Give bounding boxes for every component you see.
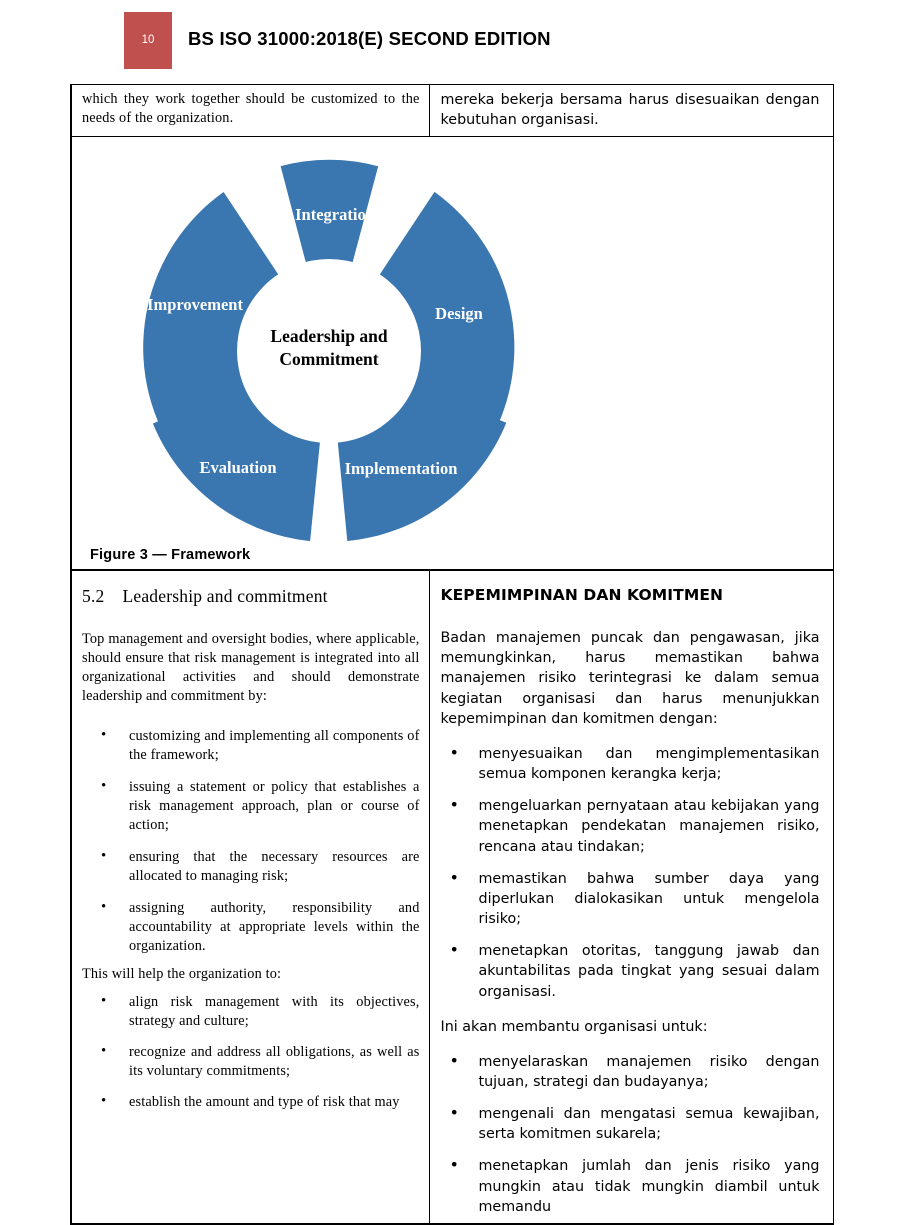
- page-header: [0, 0, 901, 78]
- donut-center-label-line1: Leadership and: [270, 326, 388, 347]
- cell-continuation-indonesian: [429, 85, 833, 137]
- continuation-text-english: which they work together should be customized to the needs of the organization.: [82, 91, 420, 126]
- list-item: • mengeluarkan pernyataan atau kebijakan yang menetapkan pendekatan manajemen risiko, rencana atau tindakan;: [441, 796, 820, 856]
- list-item: • menyelaraskan manajemen risiko dengan tujuan, strategi dan budayanya;: [441, 1052, 820, 1092]
- table-row-content: [71, 570, 833, 1224]
- list-item: • customizing and implementing all components of the framework;: [82, 727, 420, 765]
- table-row-continuation: [71, 85, 833, 137]
- bullet-list-indonesian-1: [441, 744, 820, 1002]
- list-item: • mengenali dan mengatasi semua kewajiban, serta komitmen sukarela;: [441, 1104, 820, 1144]
- bullet-list-english-1: [82, 727, 420, 956]
- donut-label-design: Design: [435, 304, 483, 324]
- section-heading-indonesian: KEPEMIMPINAN DAN KOMITMEN: [440, 586, 724, 605]
- cell-content-indonesian: [429, 570, 833, 1224]
- donut-label-implementation: Implementation: [344, 459, 458, 479]
- list-item: • menetapkan otoritas, tanggung jawab dan akuntabilitas pada tingkat yang sesuai dalam organisasi.: [441, 941, 820, 1001]
- page-number-badge: [124, 12, 172, 69]
- list-item: • align risk management with its objectives, strategy and culture;: [82, 993, 420, 1031]
- list-item: • menetapkan jumlah dan jenis risiko yang mungkin atau tidak mungkin diambil untuk memandu: [441, 1156, 820, 1216]
- figure-caption: Figure 3 — Framework: [90, 547, 251, 564]
- document-title: BS ISO 31000:2018(E) SECOND EDITION: [188, 28, 551, 49]
- bilingual-document-table: [70, 84, 834, 1225]
- paragraph-indonesian-1: Badan manajemen puncak dan pengawasan, jika memungkinkan, harus memastikan bahwa manajemen risiko terintegrasi ke dalam semua kegiatan organisasi dan harus menunjukkan kepemimpinan dan komitmen dengan:: [440, 630, 820, 727]
- page-number: 10: [141, 33, 155, 46]
- section-number: 5.2: [82, 586, 105, 607]
- donut-center-label-line2: Commitment: [279, 349, 379, 370]
- framework-donut-diagram: [134, 156, 524, 546]
- list-item: • assigning authority, responsibility and accountability at appropriate levels within the organization.: [82, 899, 420, 956]
- figure-container: [72, 137, 833, 569]
- list-item: • menyesuaikan dan mengimplementasikan semua komponen kerangka kerja;: [441, 744, 820, 784]
- donut-label-integration: Integration: [295, 205, 375, 225]
- list-item: • ensuring that the necessary resources are allocated to managing risk;: [82, 848, 420, 886]
- table-row-figure: [71, 137, 833, 571]
- list-item: • memastikan bahwa sumber daya yang diperlukan dialokasikan untuk mengelola risiko;: [441, 869, 820, 929]
- continuation-text-indonesian: mereka bekerja bersama harus disesuaikan dengan kebutuhan organisasi.: [440, 92, 820, 129]
- list-item: • recognize and address all obligations, as well as its voluntary commitments;: [82, 1043, 420, 1081]
- section-title: Leadership and commitment: [122, 586, 328, 607]
- list-item: • establish the amount and type of risk that may: [82, 1093, 420, 1112]
- paragraph-english-1: Top management and oversight bodies, where applicable, should ensure that risk management is integrated into all organizational activities and should demonstrate leadership and commitment by:: [82, 630, 420, 704]
- cell-content-english: [71, 570, 429, 1224]
- paragraph-english-2: This will help the organization to:: [82, 965, 282, 982]
- bullet-list-indonesian-2: [441, 1052, 820, 1217]
- donut-label-improvement: Improvement: [147, 295, 243, 315]
- cell-continuation-english: [71, 85, 429, 137]
- section-heading-english: [82, 585, 420, 608]
- paragraph-indonesian-2: Ini akan membantu organisasi untuk:: [440, 1018, 708, 1035]
- list-item: • issuing a statement or policy that establishes a risk management approach, plan or course of action;: [82, 778, 420, 835]
- bullet-list-english-2: [82, 993, 420, 1112]
- cell-figure: [71, 137, 833, 571]
- donut-label-evaluation: Evaluation: [199, 458, 277, 478]
